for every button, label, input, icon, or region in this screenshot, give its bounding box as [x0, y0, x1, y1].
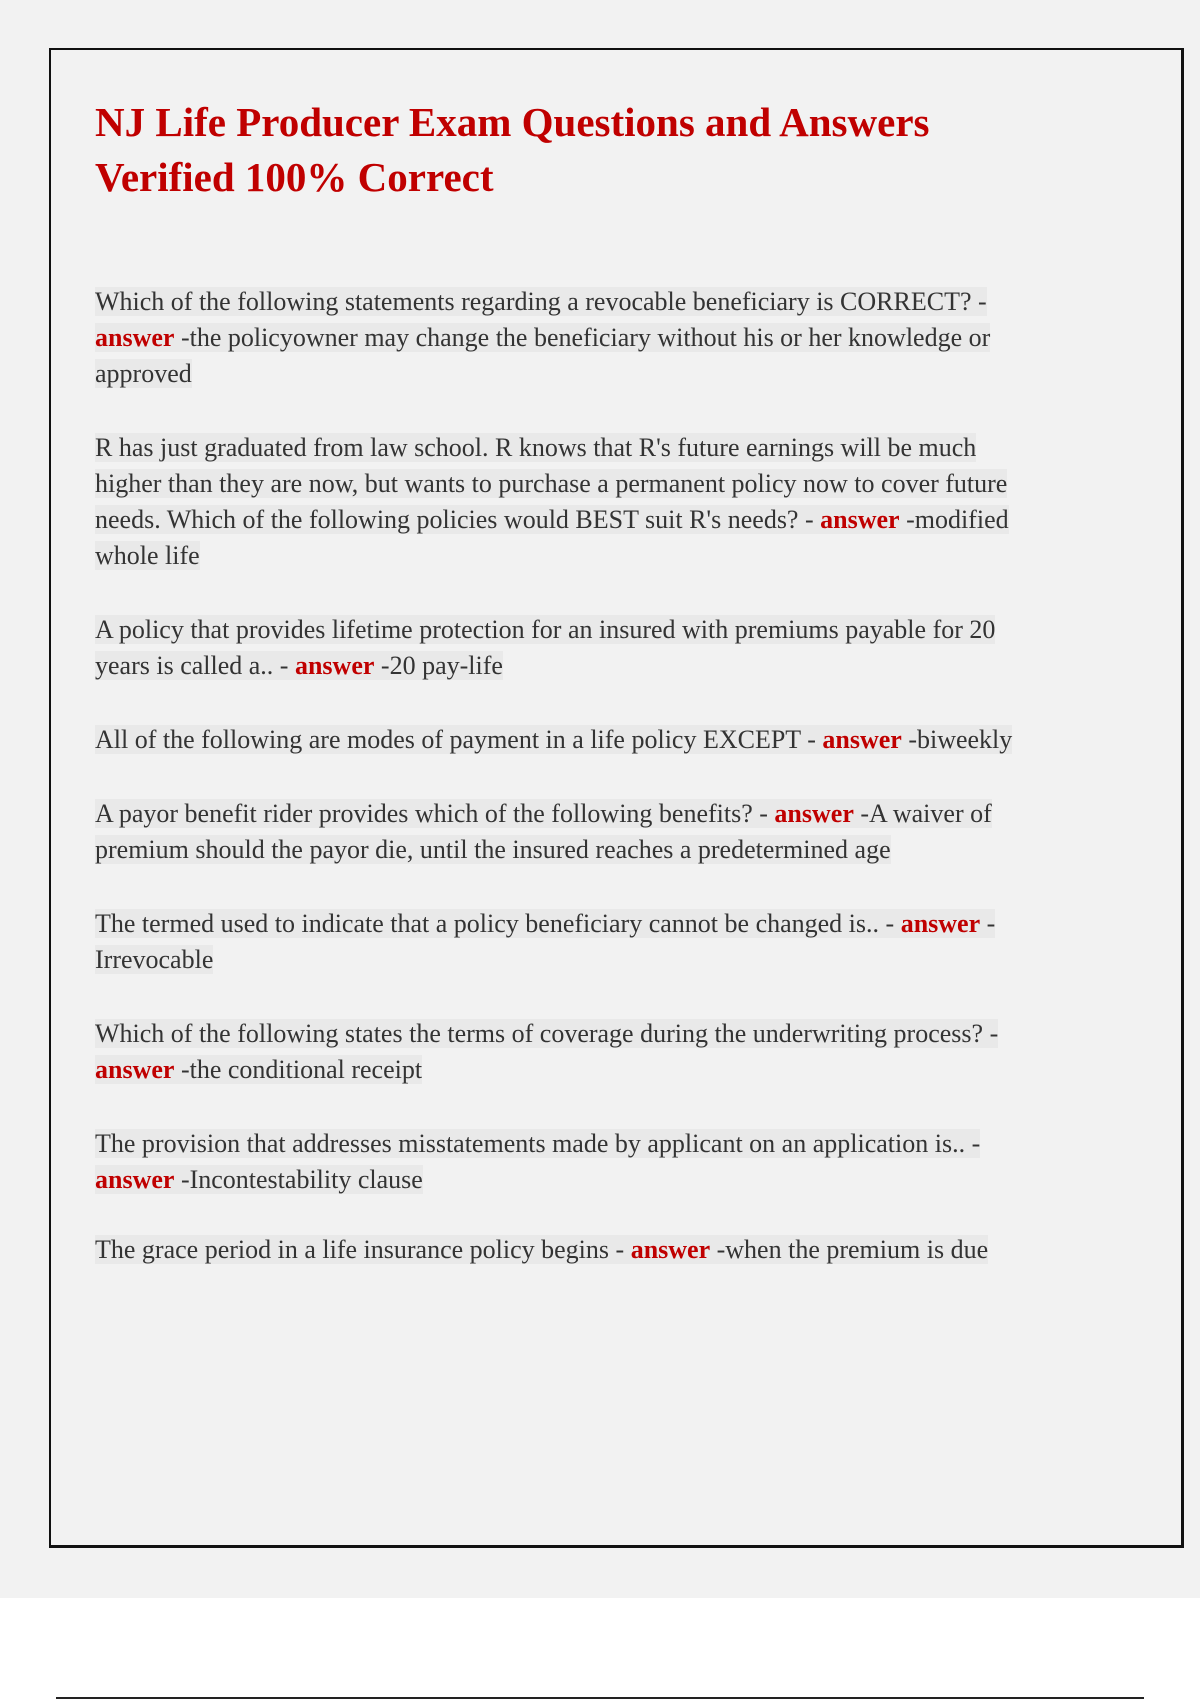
qa-item — [95, 1126, 1035, 1198]
qa-list — [95, 284, 1035, 1268]
answer-text: -Incontestability clause — [174, 1165, 423, 1194]
answer-text: -Irrevocable — [95, 909, 996, 974]
question-text: The provision that addresses misstatements made by applicant on an application is.. - — [95, 1129, 981, 1158]
answer-text: -modified whole life — [95, 505, 1009, 570]
answer-keyword: answer — [95, 1165, 175, 1194]
answer-keyword: answer — [820, 505, 900, 534]
question-text: Which of the following states the terms of coverage during the underwriting process? - — [95, 1019, 999, 1048]
answer-text: -A waiver of premium should the payor die, until the insured reaches a predetermined age — [95, 799, 992, 864]
question-text: The termed used to indicate that a policy beneficiary cannot be changed is.. - — [95, 909, 901, 938]
question-text: All of the following are modes of payment in a life policy EXCEPT - — [95, 725, 823, 754]
qa-item — [95, 430, 1035, 574]
answer-text: -20 pay-life — [374, 651, 503, 680]
qa-item — [95, 796, 1035, 868]
qa-item — [95, 612, 1035, 684]
document-title: NJ Life Producer Exam Questions and Answers Verified 100% Correct — [95, 99, 930, 200]
question-text: R has just graduated from law school. R knows that R's future earnings will be much higher than they are now, but wants to purchase a permanent policy now to cover future needs. Which of the following policies would BEST suit R's needs? - — [95, 433, 1008, 534]
qa-item — [95, 722, 1035, 758]
answer-text: -the conditional receipt — [174, 1055, 423, 1084]
answer-keyword: answer — [630, 1235, 711, 1264]
qa-item — [95, 284, 1035, 392]
answer-keyword: answer — [774, 799, 854, 828]
question-text: The grace period in a life insurance policy begins - — [95, 1235, 631, 1264]
answer-keyword: answer — [95, 1055, 175, 1084]
answer-keyword: answer — [294, 651, 375, 680]
answer-keyword: answer — [95, 323, 175, 352]
question-text: A policy that provides lifetime protection for an insured with premiums payable for 20 years is called a.. - — [95, 615, 996, 680]
qa-item — [95, 1232, 1035, 1268]
answer-text: -when the premium is due — [710, 1235, 989, 1264]
question-text: A payor benefit rider provides which of the following benefits? - — [95, 799, 775, 828]
question-text: Which of the following statements regarding a revocable beneficiary is CORRECT? - — [95, 287, 987, 316]
answer-keyword: answer — [900, 909, 981, 938]
answer-keyword: answer — [822, 725, 902, 754]
footer-divider — [56, 1697, 1144, 1699]
qa-item — [95, 906, 1035, 978]
answer-text: -the policyowner may change the beneficiary without his or her knowledge or approved — [95, 323, 991, 388]
answer-text: -biweekly — [901, 725, 1013, 754]
qa-item — [95, 1016, 1035, 1088]
